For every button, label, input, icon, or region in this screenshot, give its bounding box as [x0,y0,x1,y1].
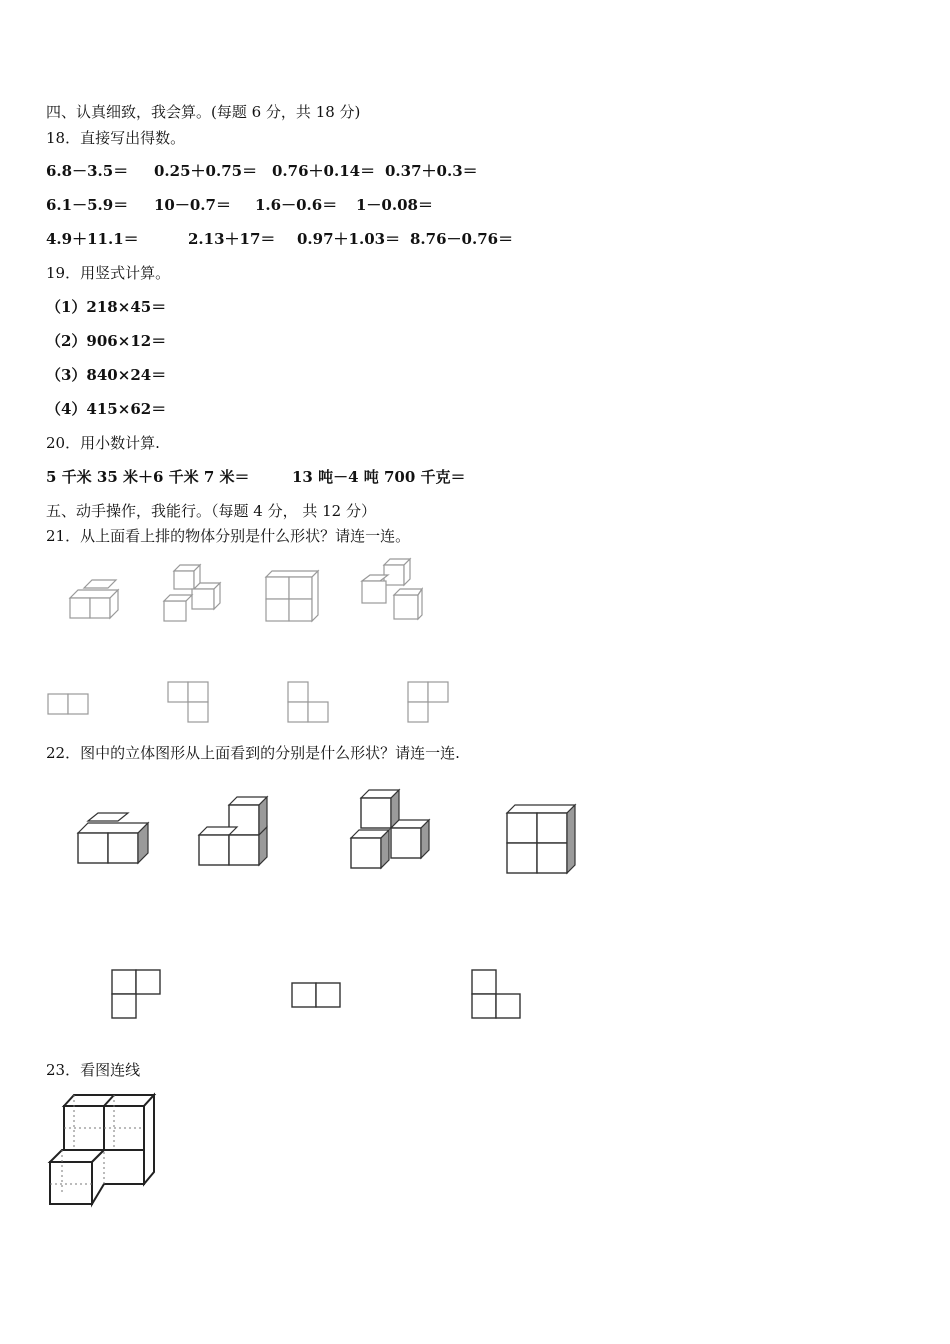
q19-item-1: （1）218×45＝ [46,298,167,316]
q21-solid-1 [66,578,124,622]
q21-title: 21．从上面看上排的物体分别是什么形状？请连一连。 [46,527,411,545]
section5-heading: 五、动手操作，我能行。（每题 4 分， 共 12 分） [46,502,376,520]
q18-item: 0.25＋0.75＝ [154,162,258,180]
q20-title: 20．用小数计算. [46,434,160,452]
q18-item: 6.1－5.9＝ [46,196,129,214]
q22-title: 22．图中的立体图形从上面看到的分别是什么形状？请连一连. [46,744,460,762]
q18-item: 2.13＋17＝ [188,230,276,248]
section4-heading: 四、认真细致，我会算。(每题 6 分，共 18 分) [46,103,361,121]
q18-item: 8.76－0.76＝ [410,230,514,248]
q22-solid-4 [505,803,579,877]
q18-item: 0.76＋0.14＝ [272,162,376,180]
q22-view-1 [111,969,163,1021]
q23-solid [46,1092,158,1208]
q18-item: 0.97＋1.03＝ [297,230,401,248]
q18-item: 1.6－0.6＝ [255,196,338,214]
q21-view-3 [287,681,331,725]
q19-item-2: （2）906×12＝ [46,332,167,350]
q18-title: 18．直接写出得数。 [46,129,186,147]
q20-item: 5 千米 35 米＋6 千米 7 米＝ [46,468,250,486]
q21-solid-2 [162,565,224,625]
q18-item: 10－0.7＝ [154,196,231,214]
q21-solid-4 [358,559,424,623]
q22-solid-2 [197,795,271,869]
q20-item: 13 吨－4 吨 700 千克＝ [292,468,466,486]
q21-view-4 [407,681,451,725]
q22-view-3 [471,969,523,1021]
q21-solid-3 [264,569,320,623]
q18-item: 4.9＋11.1＝ [46,230,139,248]
q19-item-3: （3）840×24＝ [46,366,167,384]
q21-view-2 [167,681,211,725]
q18-item: 1－0.08＝ [356,196,433,214]
q19-title: 19．用竖式计算。 [46,264,171,282]
q23-title: 23．看图连线 [46,1061,141,1079]
q22-view-2 [291,982,343,1010]
q22-solid-3 [349,788,435,872]
q22-solid-1 [76,811,152,867]
q18-item: 0.37＋0.3＝ [385,162,478,180]
q18-item: 6.8－3.5＝ [46,162,129,180]
q21-view-1 [47,693,91,715]
q19-item-4: （4）415×62＝ [46,400,167,418]
